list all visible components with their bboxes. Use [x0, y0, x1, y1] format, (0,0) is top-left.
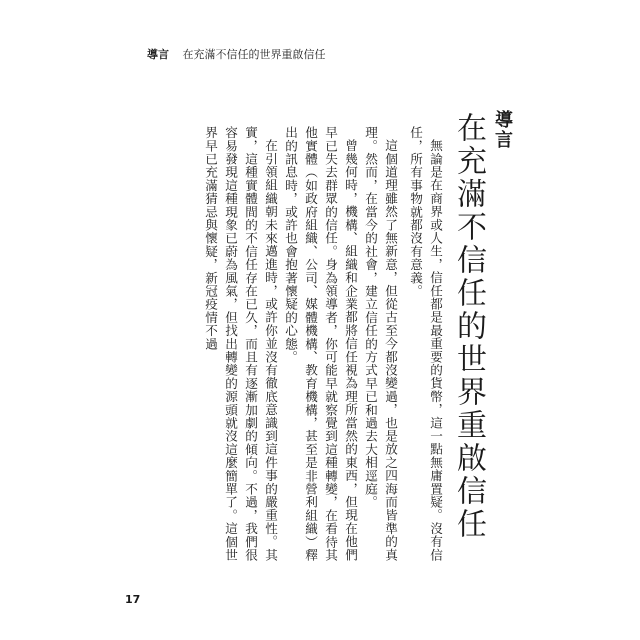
paragraph: 無論是在商界或人生，信任都是最重要的貨幣，這一點無庸置疑。沒有信任，所有事物就都沒有意義。: [408, 126, 443, 561]
paragraph: 這個道理雖然了無新意，但從古至今都沒變過，也是放之四海而皆準的真理。然而，在當今的社會，建立信任的方式早已和過去大相逕庭。: [363, 126, 398, 561]
book-page: [95, 28, 555, 618]
chapter-title: 在充滿不信任的世界重啟信任: [451, 112, 486, 541]
body-text: [200, 126, 445, 566]
running-head: [147, 46, 326, 62]
paragraph: 曾幾何時，機構、組織和企業都將信任視為理所當然的東西，但現在他們早已失去群眾的信任。身為領導者，你可能早就察覺到這種轉變，在看待其他實體（如政府組織、公司、媒體機構、教育機構，甚至是非營利組織）釋出的訊息時，或許也會抱著懷疑的心態。: [283, 126, 358, 562]
page-number: 17: [125, 593, 141, 606]
chapter-label: 導言: [492, 110, 513, 150]
paragraph: 在引領組織朝未來邁進時，或許你並沒有徹底意識到這件事的嚴重性。其實，這種實體間的不信任存在已久，而且有逐漸加劇的傾向。不過，我們很容易發現這種現象已蔚為風氣，但找出轉變的源頭就沒這麼簡單了。這個世界早已充滿猜忌與懷疑，新冠疫情不過: [203, 126, 278, 562]
chapter-heading: [453, 110, 515, 541]
running-head-title: 在充滿不信任的世界重啟信任: [182, 48, 326, 61]
running-head-chapter: 導言: [147, 48, 169, 61]
